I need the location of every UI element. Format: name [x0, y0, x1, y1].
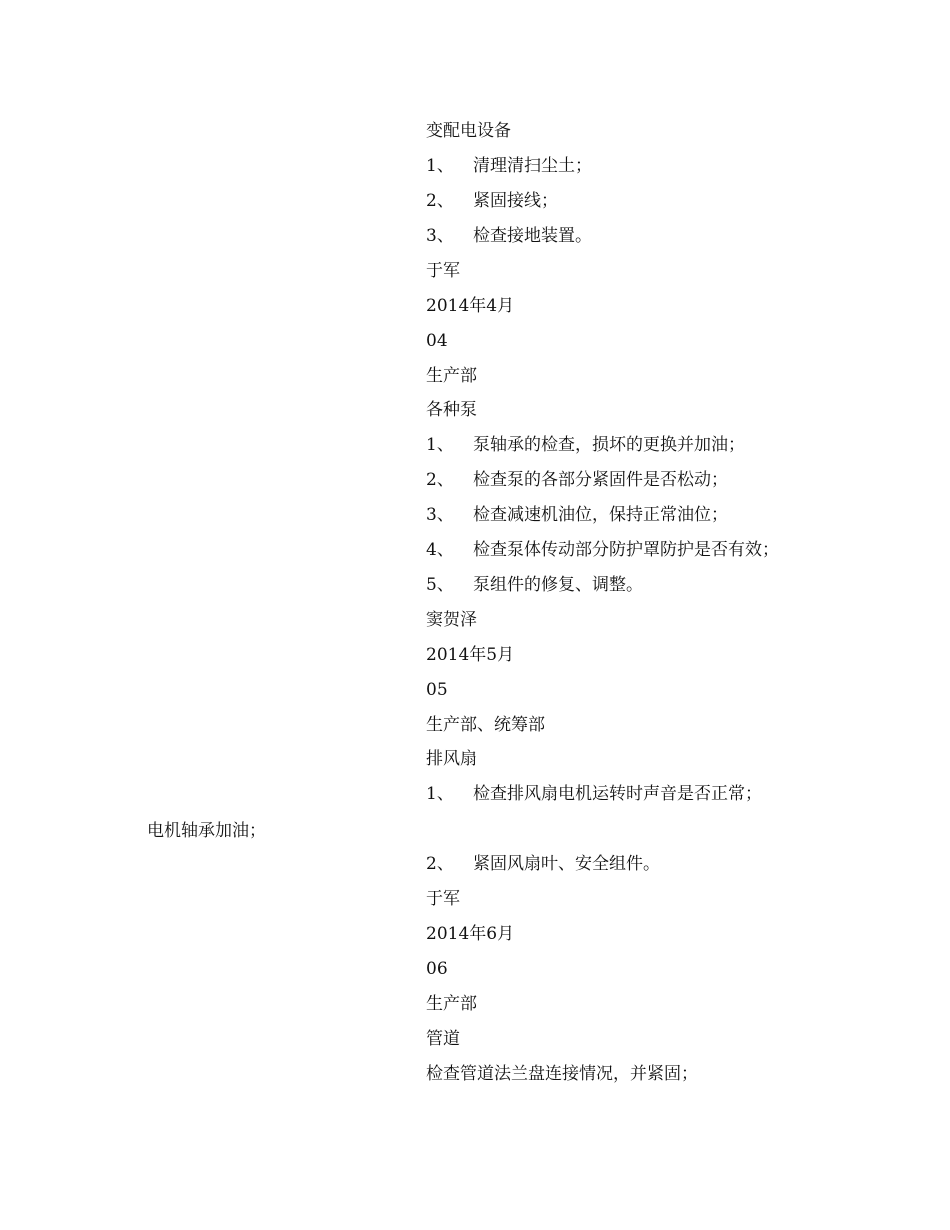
item-number: 1、 — [426, 435, 454, 455]
item-code: 04 — [426, 331, 448, 351]
item-number: 4、 — [426, 540, 454, 560]
list-item — [426, 504, 728, 526]
department: 生产部 — [426, 366, 477, 386]
section-title: 变配电设备 — [426, 121, 511, 141]
department: 生产部 — [426, 994, 477, 1014]
item-number: 2、 — [426, 470, 454, 490]
list-item — [426, 574, 643, 596]
schedule-date: 2014年6月 — [426, 924, 515, 944]
item-text: 检查接地装置。 — [473, 226, 592, 246]
item-text: 泵轴承的检查，损坏的更换并加油； — [473, 435, 745, 455]
item-number: 1、 — [426, 156, 454, 176]
list-item — [426, 434, 745, 456]
item-text: 检查泵体传动部分防护罩防护是否有效； — [473, 540, 779, 560]
item-text: 检查减速机油位，保持正常油位； — [473, 505, 728, 525]
item-number: 2、 — [426, 854, 454, 874]
schedule-date: 2014年4月 — [426, 296, 515, 316]
list-item — [426, 225, 592, 247]
responsible-person: 于军 — [426, 261, 460, 281]
list-item — [426, 539, 779, 561]
list-item — [426, 190, 558, 212]
schedule-date: 2014年5月 — [426, 645, 515, 665]
department: 生产部、统筹部 — [426, 715, 545, 735]
item-number: 5、 — [426, 575, 454, 595]
list-item — [426, 783, 762, 805]
item-text: 泵组件的修复、调整。 — [473, 575, 643, 595]
item-number: 3、 — [426, 505, 454, 525]
section-title: 各种泵 — [426, 400, 477, 420]
item-number: 1、 — [426, 784, 454, 804]
item-text: 紧固风扇叶、安全组件。 — [473, 854, 660, 874]
paragraph-line: 检查管道法兰盘连接情况，并紧固； — [426, 1064, 698, 1084]
list-item — [426, 469, 728, 491]
responsible-person: 窦贺泽 — [426, 610, 477, 630]
item-text: 检查排风扇电机运转时声音是否正常； — [473, 784, 762, 804]
item-number: 2、 — [426, 191, 454, 211]
item-text: 清理清扫尘土； — [473, 156, 592, 176]
list-item — [426, 853, 660, 875]
item-text: 紧固接线； — [473, 191, 558, 211]
section-title: 排风扇 — [426, 749, 477, 769]
item-text: 检查泵的各部分紧固件是否松动； — [473, 470, 728, 490]
section-title: 管道 — [426, 1029, 460, 1049]
list-item — [426, 155, 592, 177]
responsible-person: 于军 — [426, 889, 460, 909]
item-code: 05 — [426, 680, 448, 700]
item-number: 3、 — [426, 226, 454, 246]
overflow-text: 电机轴承加油； — [147, 821, 266, 841]
item-code: 06 — [426, 959, 448, 979]
